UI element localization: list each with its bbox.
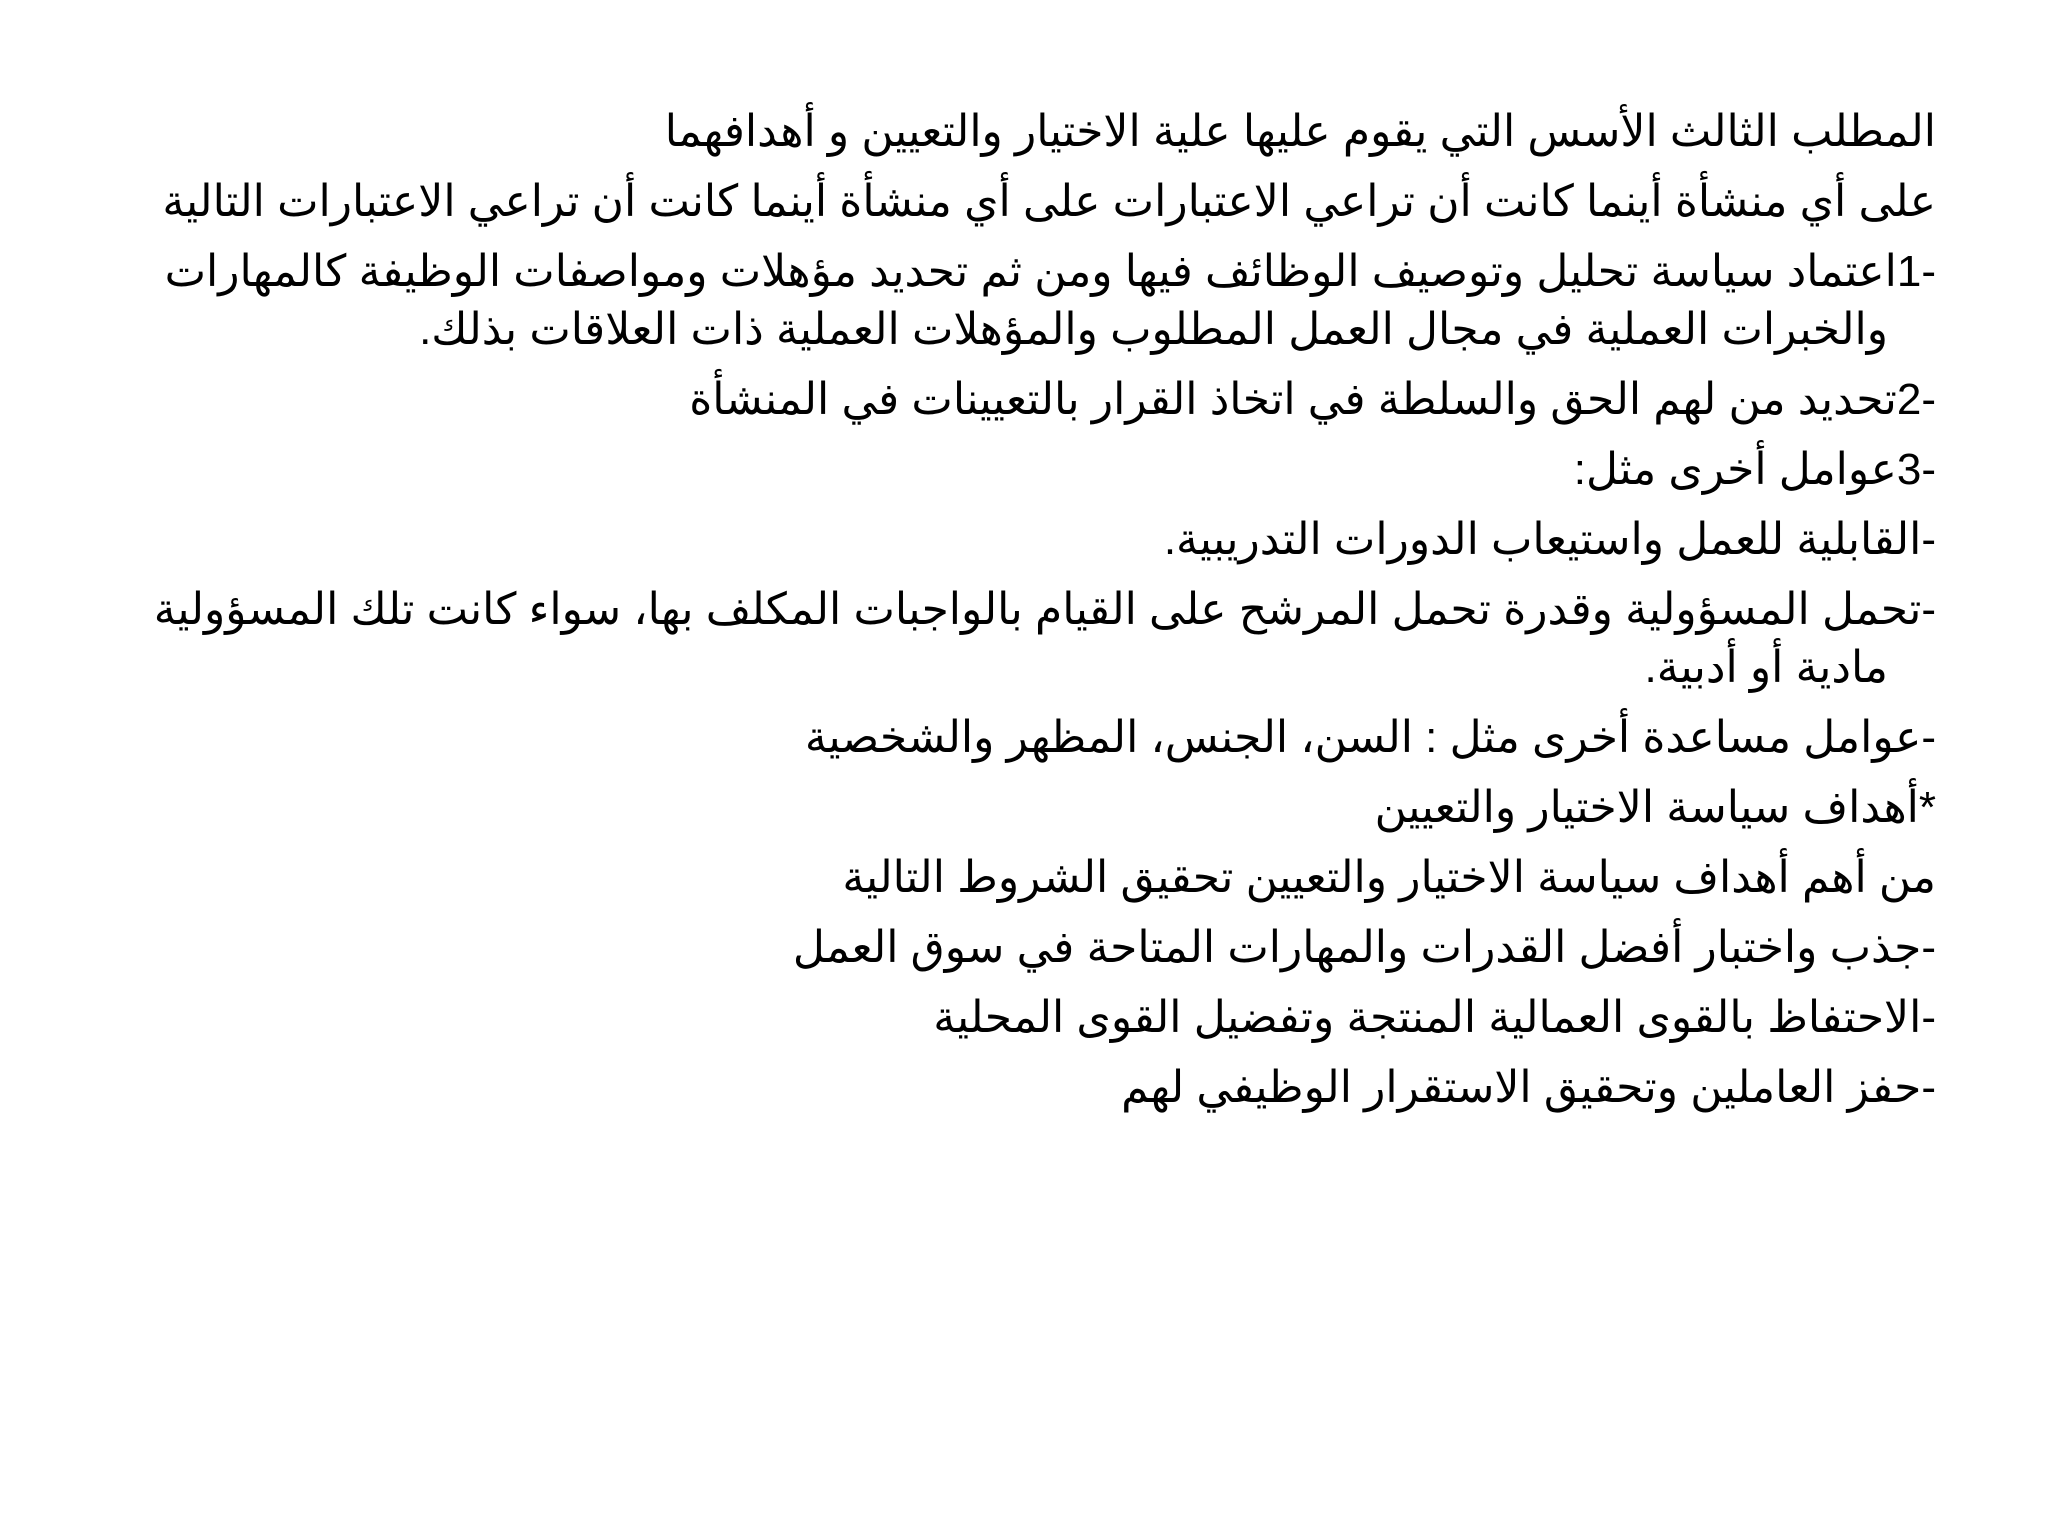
numbered-item-1 <box>106 243 1936 359</box>
slide-content <box>106 103 1936 1129</box>
bullet-item: -تحمل المسؤولية وقدرة تحمل المرشح على القيام بالواجبات المكلف بها، سواء كانت تلك المسؤولية مادية أو أدبية. <box>153 585 1936 692</box>
subheading: *أهداف سياسة الاختيار والتعيين <box>1374 783 1936 832</box>
item-number: 2- <box>1896 375 1936 424</box>
item-text: تحديد من لهم الحق والسلطة في اتخاذ القرار بالتعيينات في المنشأة <box>689 375 1897 424</box>
numbered-item-2 <box>106 371 1936 429</box>
numbered-item-3 <box>106 441 1936 499</box>
item-text: اعتماد سياسة تحليل وتوصيف الوظائف فيها ومن ثم تحديد مؤهلات ومواصفات الوظيفة كالمهارات والخبرات العملية في مجال العمل المطلوب والمؤهلات العملية ذات العلاقات بذلك. <box>164 247 1897 354</box>
item-number: 3- <box>1896 445 1936 494</box>
bullet-item: -القابلية للعمل واستيعاب الدورات التدريبية. <box>1163 515 1936 564</box>
section-heading: المطلب الثالث الأسس التي يقوم عليها علية الاختيار والتعيين و أهدافهما <box>664 107 1936 156</box>
item-text: عوامل أخرى مثل: <box>1573 445 1897 494</box>
bullet-item: -حفز العاملين وتحقيق الاستقرار الوظيفي لهم <box>1121 1063 1936 1112</box>
goals-intro: من أهم أهداف سياسة الاختيار والتعيين تحقيق الشروط التالية <box>842 853 1936 902</box>
bullet-item: -عوامل مساعدة أخرى مثل : السن، الجنس، المظهر والشخصية <box>804 713 1936 762</box>
item-number: 1- <box>1896 247 1936 296</box>
intro-paragraph: على أي منشأة أينما كانت أن تراعي الاعتبارات على أي منشأة أينما كانت أن تراعي الاعتبارات التالية <box>162 177 1936 226</box>
bullet-item: -الاحتفاظ بالقوى العمالية المنتجة وتفضيل القوى المحلية <box>933 993 1936 1042</box>
bullet-item: -جذب واختبار أفضل القدرات والمهارات المتاحة في سوق العمل <box>792 923 1936 972</box>
